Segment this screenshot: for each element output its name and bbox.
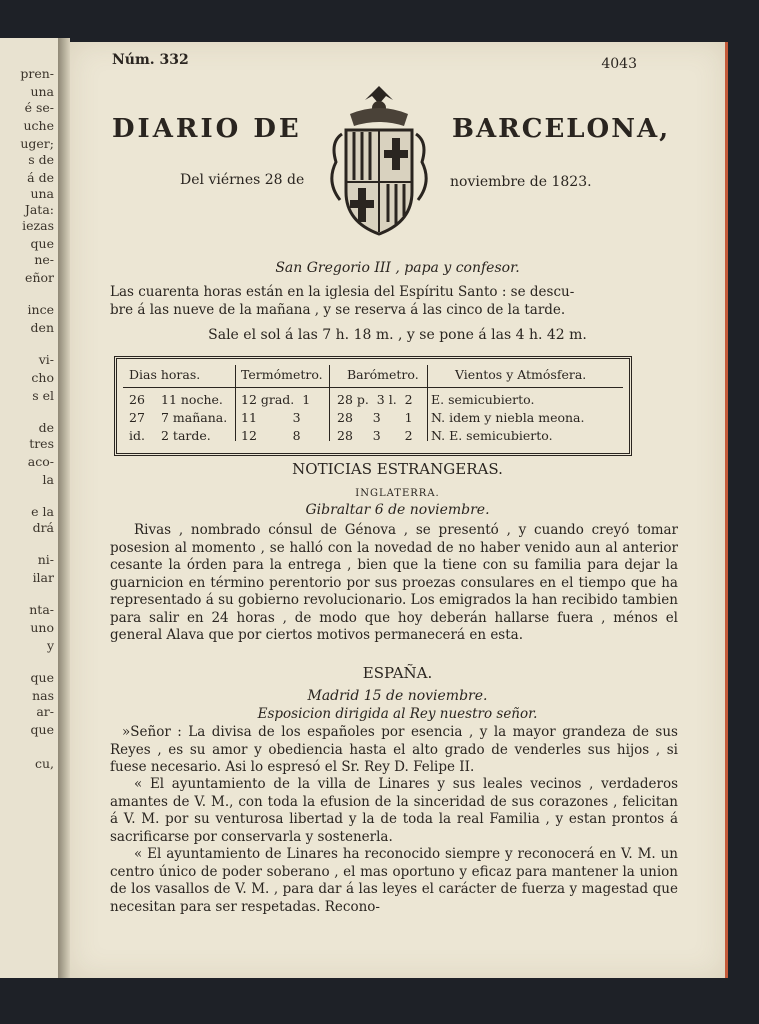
weather-header-barometer: Barómetro. (347, 367, 419, 382)
weather-row-baro: 28 3 2 (337, 428, 413, 443)
left-page-fragment: vi- (38, 352, 54, 367)
weather-row-day: 27 (129, 410, 145, 425)
weather-row-day: id. (129, 428, 145, 443)
newspaper-page (70, 42, 728, 978)
dateline-madrid: Madrid 15 de noviembre. (307, 688, 488, 704)
article-paragraph: « El ayuntamiento de la villa de Linares y sus leales vecinos , verdaderos amantes de V. M., con toda la efusion de la sinceridad de sus corazones , felicitan á V. M. por su venturosa libertad y la de toda la real Familia , y estan prontos á sacrificarse por conservarla y sostenerla. (110, 776, 678, 845)
left-page-fragment: ne- (34, 252, 54, 267)
section-spain: ESPAÑA. (362, 664, 433, 682)
left-page-fragment: cho (31, 370, 54, 385)
issue-number: Núm. 332 (112, 52, 189, 68)
left-page-fragment: una (30, 84, 54, 99)
weather-header-days: Dias horas. (129, 367, 201, 382)
article-paragraph: »Señor : La divisa de los españoles por esencia , y la mayor grandeza de sus Reyes , es su amor y obediencia hasta el alto grado de venderles sus hijos , si fuese necesario. Asi lo espresó el Sr. Rey D. Felipe II. (110, 724, 678, 775)
article-gibraltar: Rivas , nombrado cónsul de Génova , se presentó , y cuando creyó tomar posesion al momento , se halló con la novedad de no haber venido aun al anterior cesante la órden para la entrega , bien que la tiene con su familia para dejar la guarnicion en término perentorio por sus proezas consulares en el tiempo que ha representado á su gobierno revolucionario. Los emigrados la han recibido tambien para salir en 24 horas , de modo que hoy deberán hallarse fuera , ménos el general Alava que por ciertos motivos permanecerá en esta. (110, 522, 678, 643)
dateline-gibraltar: Gibraltar 6 de noviembre. (305, 502, 490, 518)
left-page-fragment: s de (28, 152, 54, 167)
left-page-fragment: una (30, 186, 54, 201)
left-page-fragment: ilar (32, 570, 54, 585)
left-page-fragment: uno (30, 620, 54, 635)
left-page-fragment: pren- (20, 66, 54, 81)
date-right: noviembre de 1823. (450, 174, 592, 190)
left-page-fragment: que (30, 670, 54, 685)
left-page-fragment: de (38, 420, 54, 435)
left-page-fragment: Jata: (24, 202, 54, 217)
weather-row-temp: 12 grad. 1 (241, 392, 311, 407)
left-page-fragment: drá (32, 520, 54, 535)
weather-header-thermometer: Termómetro. (241, 367, 323, 382)
left-page-fragment: á de (27, 170, 54, 185)
date-left: Del viérnes 28 de (180, 172, 305, 188)
weather-row-temp: 11 3 (241, 410, 301, 425)
notice-line-2: bre á las nueve de la mañana , y se reserva á las cinco de la tarde. (110, 302, 566, 318)
left-page-fragment: ince (27, 302, 54, 317)
left-page-fragment: nta- (29, 602, 54, 617)
left-page-fragment: la (42, 472, 54, 487)
weather-row-wind: N. E. semicubierto. (431, 428, 553, 443)
weather-row-hour: 7 mañana. (161, 410, 228, 425)
left-page-edge (0, 38, 60, 978)
left-page-fragment: é se- (24, 100, 54, 115)
book-gutter (58, 38, 70, 978)
sunrise-sunset: Sale el sol á las 7 h. 18 m. , y se pone á las 4 h. 42 m. (208, 327, 587, 343)
weather-row-baro: 28 3 1 (337, 410, 413, 425)
left-page-fragment: den (30, 320, 54, 335)
left-page-fragment: aco- (27, 454, 54, 469)
weather-row-hour: 11 noche. (161, 392, 223, 407)
weather-header-winds: Vientos y Atmósfera. (455, 367, 587, 382)
left-page-fragment: e la (31, 504, 54, 519)
weather-row-day: 26 (129, 392, 145, 407)
country-england: INGLATERRA. (355, 488, 440, 499)
left-page-fragment: uche (23, 118, 54, 133)
left-page-fragment: que (30, 236, 54, 251)
left-page-fragment: que (30, 722, 54, 737)
left-page-fragment: nas (32, 688, 54, 703)
left-page-fragment: tres (29, 436, 54, 451)
left-page-fragment: y (46, 638, 54, 653)
weather-row-baro: 28 p. 3 l. 2 (337, 392, 413, 407)
article-paragraph: « El ayuntamiento de Linares ha reconocido siempre y reconocerá en V. M. un centro único de poder soberano , el mas oportuno y eficaz para mantener la union de los vasallos de V. M. , para dar á las leyes el carácter de fuerza y magestad que necesitan para ser respetadas. Recono- (110, 846, 678, 915)
masthead-right: BARCELONA, (452, 114, 671, 144)
weather-row-wind: N. idem y niebla meona. (431, 410, 585, 425)
notice-line-1: Las cuarenta horas están en la iglesia del Espíritu Santo : se descu- (110, 284, 575, 300)
left-page-fragment: cu, (34, 756, 54, 771)
left-page-fragment: ar- (36, 704, 54, 719)
weather-row-temp: 12 8 (241, 428, 301, 443)
left-page-fragment: uger; (20, 136, 54, 151)
left-page-fragment: s el (32, 388, 54, 403)
barcelona-coat-of-arms-icon (320, 82, 438, 242)
masthead-left: DIARIO DE (112, 114, 302, 144)
page-number: 4043 (601, 56, 637, 72)
left-page-fragment: eñor (25, 270, 54, 285)
weather-row-wind: E. semicubierto. (431, 392, 535, 407)
weather-row-hour: 2 tarde. (161, 428, 211, 443)
left-page-fragment: ni- (37, 552, 54, 567)
article-subtitle: Esposicion dirigida al Rey nuestro señor. (257, 706, 538, 722)
weather-table (114, 356, 632, 456)
left-page-fragment: iezas (22, 218, 54, 233)
section-foreign-news: NOTICIAS ESTRANGERAS. (292, 460, 503, 478)
saint-of-the-day: San Gregorio III , papa y confesor. (275, 260, 520, 276)
